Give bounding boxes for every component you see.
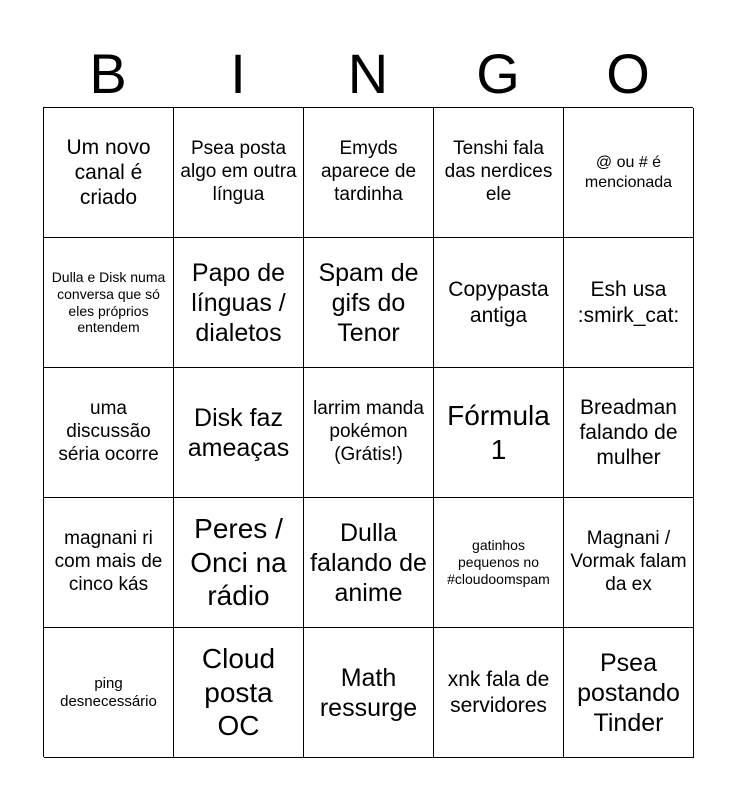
bingo-cell-r5-c5[interactable]: Psea postando Tinder [564,628,694,758]
bingo-cell-r4-c5[interactable]: Magnani / Vormak falam da ex [564,498,694,628]
header-letter-b: B [89,42,127,105]
bingo-cell-r2-c3[interactable]: Spam de gifs do Tenor [304,238,434,368]
bingo-cell-r1-c4[interactable]: Tenshi fala das nerdices ele [434,108,564,238]
bingo-cell-r1-c2[interactable]: Psea posta algo em outra língua [174,108,304,238]
header-letter-n: N [347,42,389,105]
bingo-board [43,107,693,757]
bingo-header [43,42,693,106]
bingo-cell-r4-c1[interactable]: magnani ri com mais de cinco kás [44,498,174,628]
header-letter-i: I [230,42,246,105]
bingo-cell-r2-c5[interactable]: Esh usa :smirk_cat: [564,238,694,368]
bingo-cell-r2-c2[interactable]: Papo de línguas / dialetos [174,238,304,368]
bingo-cell-r2-c1[interactable]: Dulla e Disk numa conversa que só eles próprios entendem [44,238,174,368]
bingo-cell-r3-c1[interactable]: uma discussão séria ocorre [44,368,174,498]
bingo-cell-r3-c5[interactable]: Breadman falando de mulher [564,368,694,498]
bingo-cell-r5-c4[interactable]: xnk fala de servidores [434,628,564,758]
bingo-cell-r1-c1[interactable]: Um novo canal é criado [44,108,174,238]
bingo-cell-r1-c3[interactable]: Emyds aparece de tardinha [304,108,434,238]
bingo-cell-r3-c2[interactable]: Disk faz ameaças [174,368,304,498]
bingo-cell-r2-c4[interactable]: Copypasta antiga [434,238,564,368]
bingo-cell-r4-c2[interactable]: Peres / Onci na rádio [174,498,304,628]
header-letter-o: O [606,42,650,105]
header-letter-g: G [476,42,520,105]
bingo-cell-r1-c5[interactable]: @ ou # é mencionada [564,108,694,238]
bingo-cell-r5-c3[interactable]: Math ressurge [304,628,434,758]
bingo-cell-r4-c4[interactable]: gatinhos pequenos no #cloudoomspam [434,498,564,628]
bingo-cell-r5-c1[interactable]: ping desnecessário [44,628,174,758]
bingo-cell-r4-c3[interactable]: Dulla falando de anime [304,498,434,628]
bingo-cell-r3-c4[interactable]: Fórmula 1 [434,368,564,498]
bingo-cell-r5-c2[interactable]: Cloud posta OC [174,628,304,758]
bingo-cell-r3-c3[interactable]: larrim manda pokémon (Grátis!) [304,368,434,498]
